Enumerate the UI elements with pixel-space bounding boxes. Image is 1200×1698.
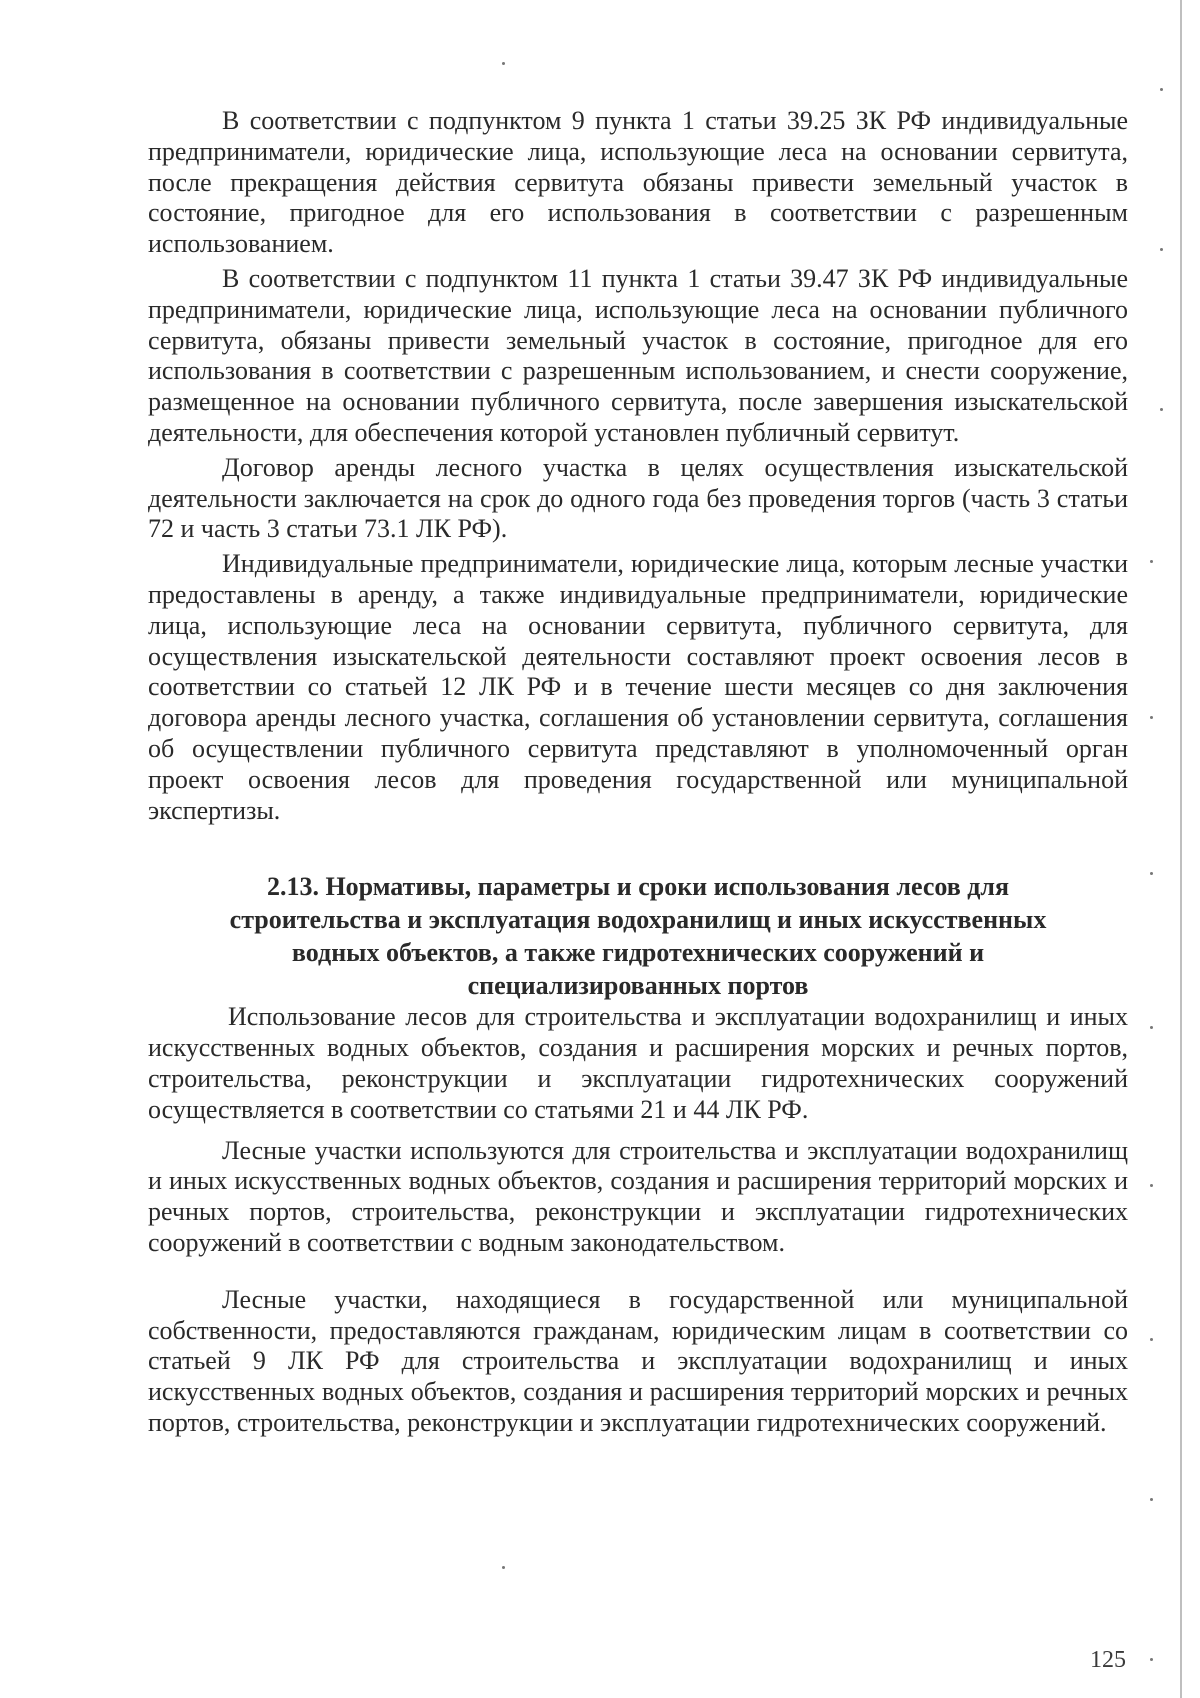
scan-speck bbox=[1160, 88, 1163, 91]
scan-speck bbox=[1150, 560, 1153, 563]
scan-speck bbox=[1150, 1026, 1153, 1029]
paragraph-lease-agreement: Договор аренды лесного участка в целях осуществления изыскательской деятельности заключается на срок до одного года без проведения торгов (часть 3 статьи 72 и часть 3 статьи 73.1 ЛК РФ). bbox=[148, 452, 1128, 544]
scan-speck bbox=[502, 62, 505, 65]
scan-edge-line bbox=[1180, 0, 1182, 1698]
scan-speck bbox=[1150, 1184, 1153, 1187]
paragraph-forest-use-reservoirs: Использование лесов для строительства и эксплуатации водохранилищ и иных искусственных водных объектов, создания и расширения морских и речных портов, строительства, реконструкции и эксплуатации гидротехнических сооружений осуществляется в соответствии со статьями 21 и 44 ЛК РФ. bbox=[148, 1002, 1128, 1124]
paragraph-public-servitude: В соответствии с подпунктом 11 пункта 1 статьи 39.47 ЗК РФ индивидуальные предприниматели, юридические лица, использующие леса на основании публичного сервитута, обязаны привести земельный участок в состояние, пригодное для его использования в соответствии с разрешенным использованием, и снести сооружение, размещенное на основании публичного сервитута, после завершения изыскательской деятельности, для обеспечения которой установлен публичный сервитут. bbox=[148, 263, 1128, 447]
scan-speck bbox=[1160, 408, 1163, 411]
paragraph-servitude-restoration: В соответствии с подпунктом 9 пункта 1 статьи 39.25 ЗК РФ индивидуальные предприниматели, юридические лица, использующие леса на основании сервитута, после прекращения действия сервитута обязаны привести земельный участок в состояние, пригодное для его использования в соответствии с разрешенным использованием. bbox=[148, 106, 1128, 259]
section-heading-line: водных объектов, а также гидротехнических сооружений и bbox=[291, 938, 985, 968]
scan-speck bbox=[1160, 248, 1163, 251]
section-heading-line: строительства и эксплуатация водохранилищ и иных искусственных bbox=[229, 905, 1047, 935]
scan-speck bbox=[1150, 1658, 1153, 1661]
paragraph-forest-development-project: Индивидуальные предприниматели, юридические лица, которым лесные участки предоставлены в аренду, а также индивидуальные предприниматели, юридические лица, использующие леса на основании сервитута, публичного сервитута, для осуществления изыскательской деятельности составляют проект освоения лесов в соответствии со статьей 12 ЛК РФ и в течение шести месяцев со дня заключения договора аренды лесного участка, соглашения об установлении сервитута, соглашения об осуществлении публичного сервитута представляют в уполномоченный орган проект освоения лесов для проведения государственной или муниципальной экспертизы. bbox=[148, 549, 1128, 825]
page-content bbox=[148, 106, 1128, 1439]
section-heading-line: специализированных портов bbox=[467, 971, 809, 1001]
section-heading bbox=[148, 870, 1128, 1002]
scan-speck bbox=[1150, 1338, 1153, 1341]
scan-speck bbox=[502, 1566, 505, 1569]
section-heading-line: 2.13. Нормативы, параметры и сроки использования лесов для bbox=[266, 872, 1010, 902]
paragraph-forest-plots-provision: Лесные участки, находящиеся в государственной или муниципальной собственности, предоставляются гражданам, юридическим лицам в соответствии со статьей 9 ЛК РФ для строительства и эксплуатации водохранилищ и иных искусственных водных объектов, создания и расширения территорий морских и речных портов, строительства, реконструкции и эксплуатации гидротехнических сооружений. bbox=[148, 1284, 1128, 1437]
paragraph-forest-plots-usage: Лесные участки используются для строительства и эксплуатации водохранилищ и иных искусственных водных объектов, создания и расширения территорий морских и речных портов, строительства, реконструкции и эксплуатации гидротехнических сооружений в соответствии с водным законодательством. bbox=[148, 1135, 1128, 1257]
scan-speck bbox=[1150, 872, 1153, 875]
page-number: 125 bbox=[1090, 1647, 1126, 1673]
scan-speck bbox=[1150, 1498, 1153, 1501]
scan-speck bbox=[1150, 716, 1153, 719]
